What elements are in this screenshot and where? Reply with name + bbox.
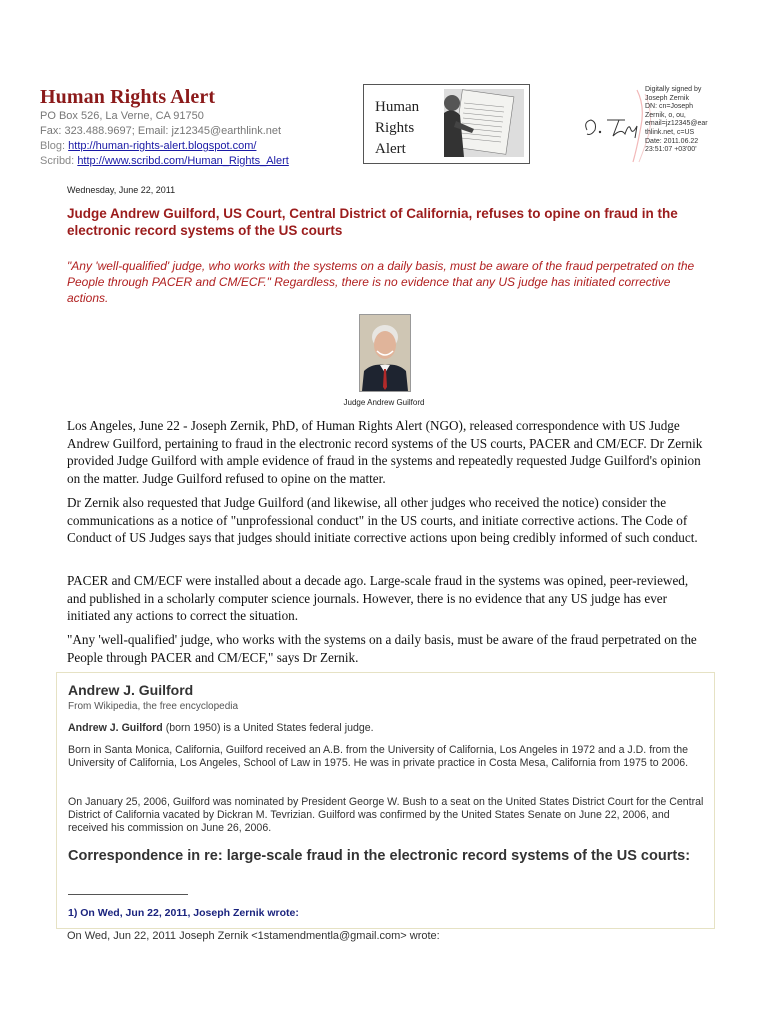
org-scribd-line [40,155,289,167]
logo-line-1: Human [375,99,420,115]
digital-signature [575,86,745,164]
email-1-heading: 1) On Wed, Jun 22, 2011, Joseph Zernik wrote: [68,907,299,919]
org-title: Human Rights Alert [40,86,216,108]
logo-text [375,97,419,160]
org-blog-line [40,140,256,152]
wiki-subtitle: From Wikipedia, the free encyclopedia [68,701,239,712]
body-paragraph: Los Angeles, June 22 - Joseph Zernik, PhD, of Human Rights Alert (NGO), released correspondence with US Judge Andrew Guilford, pertaining to fraud in the electronic record systems of the US courts, PACER and CM/ECF. Dr Zernik provided Judge Guilford with ample evidence of fraud in the systems and repeatedly requested Judge Guilford's opinion on the matter. Judge Guilford refused to opine on the matter. [67,418,703,486]
wiki-paragraph: Born in Santa Monica, California, Guilford received an A.B. from the University of California, Los Angeles in 1972 and a J.D. from the University of California, Los Angeles, School of Law in 1975. He was in private practice in Costa Mesa, California from 1975 to 2006. [68,744,689,770]
hra-logo [363,84,530,164]
logo-line-3: Alert [375,141,406,157]
judge-portrait [359,314,411,392]
judge-portrait-image [360,315,410,391]
wiki-paragraph: On January 25, 2006, Guilford was nominated by President George W. Bush to a seat on the United States District Court for the Central District of California vacated by Dickran M. Tevrizian. Guilford was confirmed by the United States Senate on June 22, 2006, and received his commission on June 26, 2006. [68,796,704,835]
scribd-link[interactable]: http://www.scribd.com/Human_Rights_Alert [77,155,289,167]
wiki-intro-text: (born 1950) is a United States federal judge. [162,722,374,734]
logo-declaration-image [444,89,524,157]
body-paragraph: "Any 'well-qualified' judge, who works with the systems on a daily basis, must be aware of the fraud perpetrated on the People through PACER and CM/ECF," says Dr Zernik. [67,632,697,665]
scribd-label: Scribd: [40,155,75,167]
article-headline: Judge Andrew Guilford, US Court, Central District of California, refuses to opine on fraud in the electronic record systems of the US courts [67,206,678,238]
wikipedia-excerpt [56,672,715,929]
body-paragraph: PACER and CM/ECF were installed about a decade ago. Large-scale fraud in the systems was opined, peer-reviewed, and published in a scholarly computer science journals. However, there is no evidence that any US judge has ever initiated any actions to correct the situation. [67,573,689,624]
blog-link[interactable]: http://human-rights-alert.blogspot.com/ [68,140,257,152]
wiki-paragraph [68,722,706,735]
email-1-quote-line: On Wed, Jun 22, 2011 Joseph Zernik <1stamendmentla@gmail.com> wrote: [67,930,440,942]
wiki-subject-name: Andrew J. Guilford [68,722,163,734]
body-paragraph: Dr Zernik also requested that Judge Guilford (and likewise, all other judges who received the notice) consider the communications as a notice of "unprofessional conduct" in the US courts, and initiate corrective actions. The Code of Conduct of US Judges says that judges should initiate corrective actions upon being credibly informed of such conduct. [67,495,698,546]
org-address: PO Box 526, La Verne, CA 91750 [40,110,204,122]
signature-details: Digitally signed by Joseph Zernik DN: cn=Joseph Zernik, o, ou, email=jz12345@ear thlink.net, c=US Date: 2011.06.22 23:51:07 +03'00' [645,86,708,154]
divider [68,894,188,895]
portrait-caption: Judge Andrew Guilford [343,398,425,407]
logo-line-2: Rights [375,120,415,136]
correspondence-heading: Correspondence in re: large-scale fraud in the electronic record systems of the US courts: [68,848,691,864]
org-fax-email: Fax: 323.488.9697; Email: jz12345@earthlink.net [40,125,282,137]
wiki-title: Andrew J. Guilford [68,682,194,698]
blog-label: Blog: [40,140,66,152]
post-date: Wednesday, June 22, 2011 [67,185,176,195]
pull-quote: "Any 'well-qualified' judge, who works with the systems on a daily basis, must be aware of the fraud perpetrated on the People through PACER and CM/ECF." Regardless, there is no evidence that any US judge has initiated corrective actions. [67,259,695,305]
